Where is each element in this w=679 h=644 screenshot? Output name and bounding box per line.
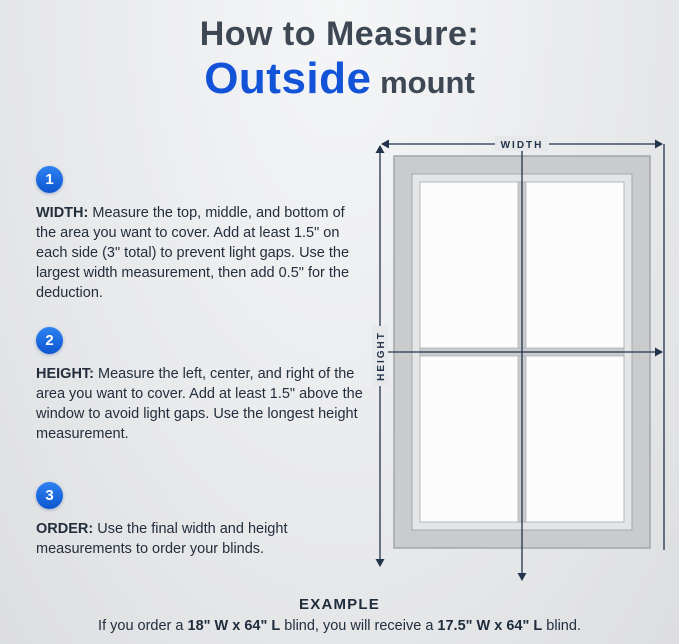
example-suffix: blind. (542, 618, 581, 634)
title-line1: How to Measure: (199, 15, 480, 53)
example-bold-received-size: 17.5" W x 64" L (437, 618, 543, 634)
step-number-badge: 2 (36, 327, 63, 354)
example-heading: EXAMPLE (299, 596, 380, 613)
step-width (36, 166, 368, 303)
window-measurement-diagram (372, 130, 672, 590)
title-highlight: Outside (204, 54, 372, 104)
example-section (0, 596, 679, 634)
step-body: Measure the left, center, and right of the area you want to cover. Add at least 1.5" above the window to avoid light gaps. Use the longest height measurement. (36, 366, 363, 442)
title-suffix: mount (371, 65, 475, 101)
window-diagram-svg (372, 130, 672, 590)
step-label: WIDTH: (36, 205, 89, 221)
title-line2 (0, 55, 679, 103)
step-number-badge: 1 (36, 166, 63, 193)
example-middle: blind, you will receive a (280, 618, 438, 634)
step-order (36, 482, 368, 559)
page-title (0, 16, 679, 104)
step-body: Use the final width and height measurements to order your blinds. (36, 521, 288, 557)
step-text (36, 519, 368, 559)
step-text (36, 364, 368, 444)
example-text (0, 618, 679, 634)
step-number-badge: 3 (36, 482, 63, 509)
example-prefix: If you order a (98, 618, 188, 634)
width-label-group (495, 136, 549, 151)
step-body: Measure the top, middle, and bottom of the area you want to cover. Add at least 1.5" on each side (3" total) to prevent light gaps. Use the largest width measurement, then add 0.5" for the deduction. (36, 205, 350, 301)
height-label: HEIGHT (376, 331, 387, 381)
height-label-group (372, 326, 388, 386)
instruction-steps (36, 166, 368, 583)
example-bold-ordered-size: 18" W x 64" L (187, 618, 281, 634)
step-text (36, 203, 368, 303)
step-height (36, 327, 368, 444)
step-label: ORDER: (36, 521, 94, 537)
step-label: HEIGHT: (36, 366, 94, 382)
width-label: WIDTH (500, 140, 544, 151)
